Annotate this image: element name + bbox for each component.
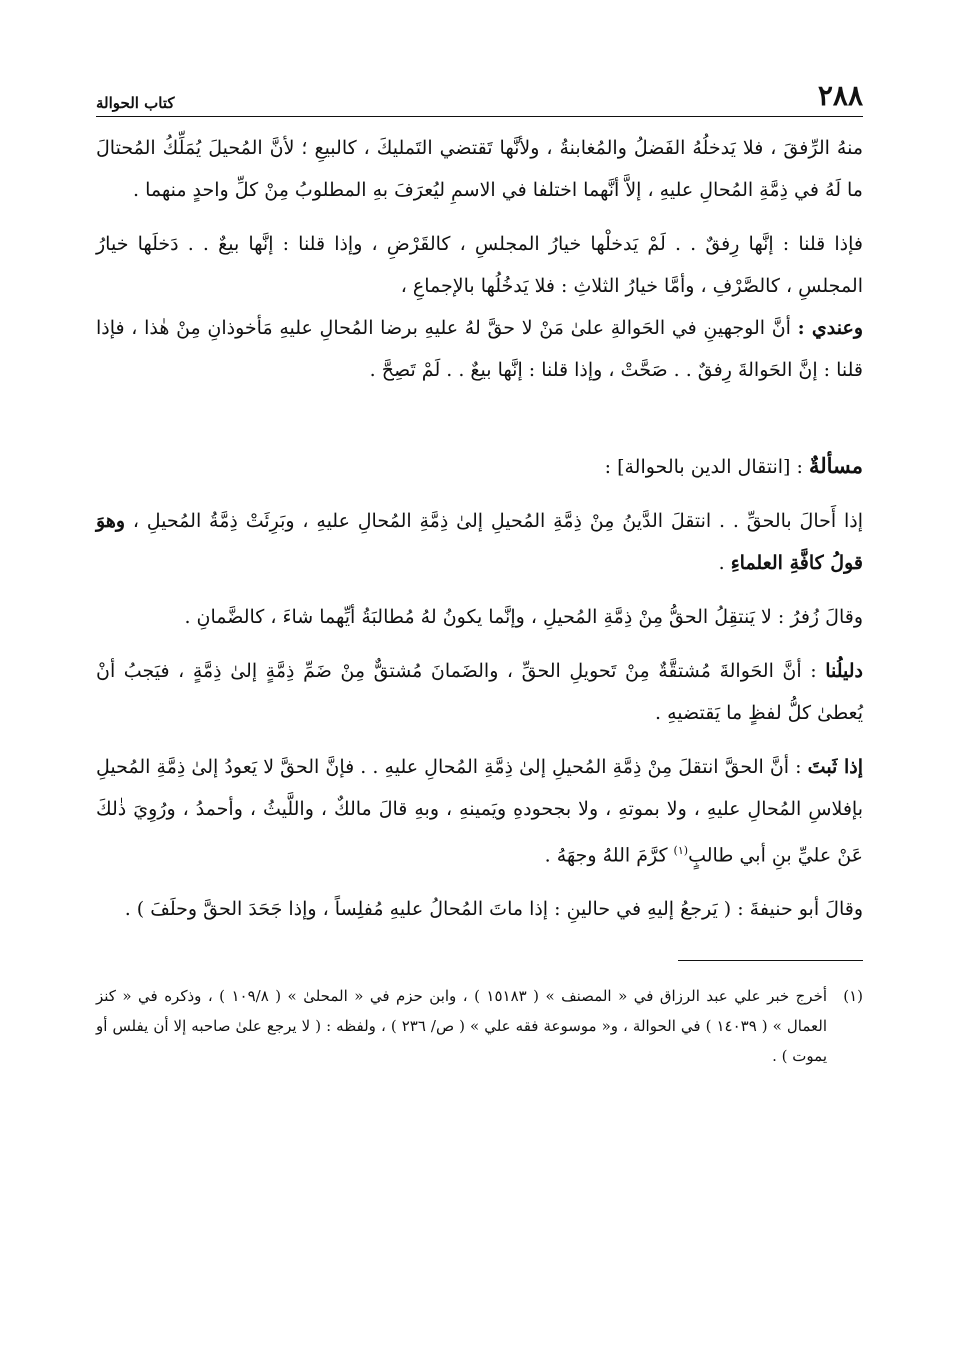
footnote-number: (١): [843, 987, 863, 1006]
paragraph-3-lead: وعندي :: [797, 317, 863, 339]
footnote-text: أخرج خبر علي عبد الرزاق في « المصنف » ( ١٥١٨٣ ) ، وابن حزم في « المحلىٰ » ( ١٠٩/٨ ) ، وذكره في « كنز العمال » ( ١٤٠٣٩ ) في الحوالة ، و« موسوعة فقه علي » ( ص/ ٢٣٦ ) ، ولفظه : ( لا يرجع علىٰ صاحبه إلا أن يفلس أو يموت ) .: [96, 987, 828, 1066]
sp4-lead: إذا ثَبتَ: [807, 756, 864, 778]
sp3-text: : أنَّ الحَوالةَ مُشتقَّةٌ مِنْ تَحويلِ الحقِّ ، والضَمانَ مُشتقٌّ مِنْ ضَمِّ ذِمَّةٍ إلىٰ ذِمَّةٍ ، فيَجبُ أنْ يُعطىٰ كلُّ لفظٍ ما يَقتضيهِ .: [96, 660, 863, 724]
sp3-lead: دليلُنا: [825, 660, 863, 682]
heading-word: مسألةٌ: [808, 453, 863, 478]
section-paragraph-4: [96, 746, 863, 876]
header-rule: [96, 116, 863, 117]
section-heading: [96, 445, 863, 488]
paragraph-2-text: فإذا قلنا : إنَّها رِفقٌ . . لَمْ يَدخلْها خيارُ المجلسِ ، كالقَرْضِ ، وإذا قلنا : إنَّها بيعٌ . . دَخلَها خيارُ المجلسِ ، كالصَّرْفِ ، وأمَّا خيارُ الثلاثِ : فلا يَدخُلُها بالإجماعِ ،: [96, 233, 863, 297]
sp2-text: وقالَ زُفرُ : لا يَنتقِلُ الحقُّ مِنْ ذِمَّةِ المُحيلِ ، وإنَّما يكونُ لهُ مُطالبَةُ أيِّهما شاءَ ، كالضَّمانِ .: [184, 606, 863, 628]
paragraph-1: [96, 127, 863, 211]
page-number: ٢٨٨: [817, 79, 863, 112]
heading-rest: : [انتقال الدين بالحوالة] :: [604, 456, 809, 478]
running-title: كتاب الحوالة: [96, 94, 175, 112]
sp1-end: .: [718, 552, 731, 574]
section-paragraph-5: [96, 888, 863, 930]
sp1-bold: وهوَ قولُ كافَّةِ العلماءِ: [96, 510, 863, 574]
section-paragraph-1: [96, 500, 863, 584]
section-paragraph-2: [96, 596, 863, 638]
sp4-text: : أنَّ الحقَّ انتقلَ مِنْ ذِمَّةِ المُحيلِ إلىٰ ذِمَّةِ المُحالِ عليهِ . . فإنَّ الحقَّ لا يَعودُ إلىٰ ذِمَّةِ المُحيلِ بإفلاسِ المُحالِ عليهِ ، ولا بموتهِ ، ولا بجحودهِ ويَمينهِ ، وبهِ قالَ مالكٌ ، واللَّيثُ ، وأحمدُ ، ورُوِيَ ذٰلكَ عَنْ عليِّ بنِ أبي طالبٍ: [96, 756, 863, 867]
paragraph-3-text: أنَّ الوجهينِ في الحَوالةِ علىٰ مَنْ لا حقَّ لهُ عليهِ برضا المُحالِ عليهِ مَأخوذانِ مِنْ هٰذا ، فإذا قلنا : إنَّ الحَوالةَ رِفقٌ . . صَحَّتْ ، وإذا قلنا : إنَّها بيعٌ . . لَمْ تَصِحَّ .: [96, 317, 863, 381]
sp1-text: إذا أَحالَ بالحقِّ . . انتقلَ الدَّينُ مِنْ ذِمَّةِ المُحيلِ إلىٰ ذِمَّةِ المُحالِ عليهِ ، وبَرِئَتْ ذِمَّةُ المُحيلِ ،: [125, 510, 863, 532]
sp4-end: كرَّمَ اللهُ وجهَهُ .: [544, 844, 674, 867]
paragraph-2: [96, 223, 863, 391]
footnote-rule: [678, 960, 863, 961]
footnote: [96, 981, 863, 1071]
page-header: [96, 78, 863, 112]
paragraph-1-text: منهُ الرِّفقَ ، فلا يَدخلُهُ الفَضلُ والمُغابنةُ ، ولأنَّها تَقتضي التَمليكَ ، كالبيعِ ؛ لأنَّ المُحيلَ يُمَلِّكُ المُحتالَ ما لَهُ في ذِمَّةِ المُحالِ عليهِ ، إلاَّ أنَّهما اختلفا في الاسمِ ليُعرَفَ بهِ المطلوبُ مِنْ كلِّ واحدٍ منهما .: [96, 137, 863, 201]
sp5-text: وقالَ أبو حنيفةَ : ( يَرجعُ إليهِ في حالينِ : إذا ماتَ المُحالُ عليهِ مُفلِساً ، وإذا جَحَدَ الحقَّ وحلَفَ ) .: [124, 898, 863, 921]
footnote-marker: (١): [673, 844, 689, 857]
section-paragraph-3: [96, 650, 863, 734]
